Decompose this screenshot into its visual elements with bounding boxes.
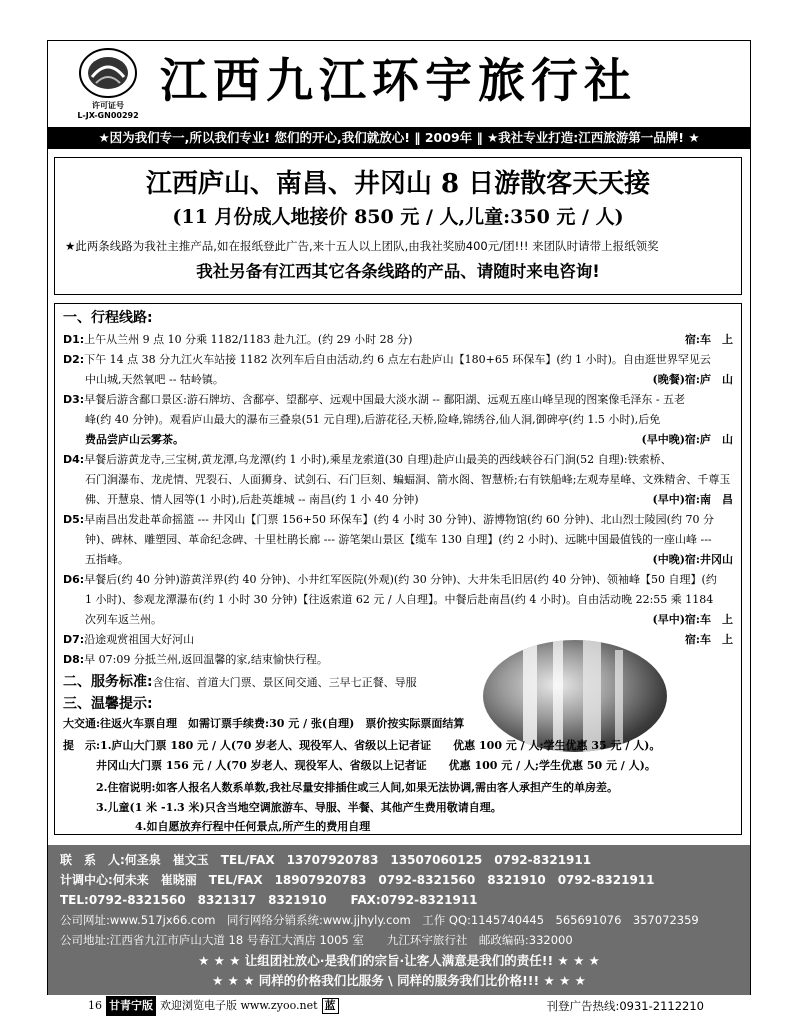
tip-line: 3.儿童(1 米 -1.3 米)只含当地空调旅游车、导服、半餐、其他产生费用敬请自理。 [63,801,502,814]
day-stay: 宿:车 上 [684,633,733,646]
license-label: 许可证号 [92,101,124,110]
tour-title: 江西庐山、南昌、井冈山 8 日游散客天天接 [145,169,651,199]
license-number: L-JX-GN00292 [77,111,139,120]
company-logo [78,47,138,99]
site-text: 欢迎浏览电子版 www.zyoo.net [160,999,318,1012]
day-text: 早 07:09 分抵兰州,返回温馨的家,结束愉快行程。 [84,653,328,666]
day-text: 佛、开慧泉、情人园等(1 小时),后赴英雄城 -- 南昌(约 1 小 40 分钟) [85,493,419,506]
day-stay: (早中)宿:车 上 [652,613,733,626]
contact-line: TEL:0792-8321560 8321317 8321910 FAX:0792-8321911 [60,893,478,907]
service-text: 含住宿、首道大门票、景区间交通、三早七正餐、导服 [152,676,417,689]
day-label: D3: [63,393,85,406]
day-text: 峰(约 40 分钟)。观看庐山最大的瀑布三叠泉(51 元自理),后游花径,天桥,险峰,锦绣谷,仙人洞,御碑亭(约 1.5 小时),后免 [85,413,661,426]
advertisement-page [47,40,751,995]
company-title: 江西九江环宇旅行社 [160,54,637,109]
license-info [62,101,154,121]
day-text: 石门涧瀑布、龙虎情、咒裂石、人面狮身、试剑石、石门巨刻、蝙蝠洞、箭水阁、智慧桥;右有铁船峰;左观寿星峰、文殊精舍、千尊玉 [85,473,731,486]
ad-hotline: 刊登广告热线:0931-2112210 [546,999,704,1013]
day-stay: (早中)宿:南 昌 [652,493,733,506]
service-heading [63,672,417,693]
service-heading-text: 二、服务标准: [63,674,153,690]
day-text: 次列车返兰州。 [85,613,162,626]
contact-line: 计调中心:何未来 崔晓丽 TEL/FAX 18907920783 0792-8321560 8321910 0792-8321911 [60,873,655,887]
day-text: 下午 14 点 38 分九江火车站接 1182 次列车后自由活动,约 6 点左右赴庐山【180+65 环保车】(约 1 小时)。自由逛世界罕见云 [84,353,711,366]
tip-line: 大交通:往返火车票自理 如需订票手续费:30 元 / 张(自理) 票价按实际票面结算 [63,717,465,730]
day-text: 五指峰。 [85,553,129,566]
edition-badge: 甘青宁版 [106,996,156,1016]
website-line: 公司网址:www.517jx66.com 同行网络分销系统:www.jjhyly.com 工作 QQ:1145740445 565691076 357072359 [60,913,699,927]
tip-line: 4.如自愿放弃行程中任何景点,所产生的费用自理 [102,820,371,833]
day-item [63,350,733,390]
tip-line: 2.住宿说明:如客人报名人数系单数,我社尽量安排插住或三人间,如果无法协调,需由客人承担产生的单房差。 [63,781,619,794]
day-item [63,450,733,510]
day-text: 费品尝庐山云雾茶。 [85,433,184,446]
day-text: 早餐后游黄龙寺,三宝树,黄龙潭,乌龙潭(约 1 小时),乘星龙索道(30 自理)赴庐山最美的西线峡谷石门涧(52 自理):铁索桥、 [84,453,672,466]
day-text: 沿途观赏祖国大好河山 [84,633,195,646]
contact-line: 联 系 人:何圣泉 崔文玉 TEL/FAX 13707920783 13507060125 0792-8321911 [60,853,592,867]
day-label: D8: [63,653,85,666]
day-item [63,390,733,450]
slogan-banner: ★因为我们专一,所以我们专业! 您们的开心,我们就放心! ‖ 2009年 ‖ ★我社专业打造:江西旅游第一品牌! ★ [48,127,750,149]
day-stay: (早中晚)宿:庐 山 [641,433,733,446]
page-number: 16 [88,999,102,1012]
address-line: 公司地址:江西省九江市庐山大道 18 号春江大酒店 1005 室 九江环宇旅行社 邮政编码:332000 [60,933,573,947]
day-text: 早餐后游含鄱口景区:游石牌坊、含鄱亭、望鄱亭、远观中国最大淡水湖 -- 鄱阳湖、远观五座山峰呈现的图案像毛泽东 - 五老 [84,393,686,406]
itinerary-box [54,303,742,835]
day-text: 钟)、碑林、雕塑园、革命纪念碑、十里杜鹃长廊 --- 游笔架山景区【缆车 130 自理】(约 2 小时)、远眺中国最值钱的一座山峰 --- [85,533,712,546]
day-label: D1: [63,333,85,346]
day-label: D7: [63,633,85,646]
day-text: 早南昌出发赴革命摇篮 --- 井冈山【门票 156+50 环保车】(约 4 小时 30 分钟)、游博物馆(约 60 分钟)、北山烈士陵园(约 70 分 [84,513,714,526]
day-text: 早餐后(约 40 分钟)游黄洋界(约 40 分钟)、小井红军医院(外观)(约 30 分钟)、大井朱毛旧居(约 40 分钟)、领袖峰【50 自理】(约 [84,573,717,586]
day-label: D5: [63,513,85,526]
day-item [63,630,733,650]
day-text: 上午从兰州 9 点 10 分乘 1182/1183 赴九江。(约 29 小时 28 分) [84,333,413,346]
day-text: 1 小时)、参观龙潭瀑布(约 1 小时 30 分钟)【往返索道 62 元 / 人自理】。中餐后赴南昌(约 4 小时)。自由活动晚 22:55 乘 1184 [85,593,714,606]
day-item [63,570,733,630]
promo-other-products: 我社另备有江西其它各条线路的产品、请随时来电咨询! [196,262,600,281]
tip-line: 井冈山大门票 156 元 / 人(70 岁老人、现役军人、省级以上记者证 优惠 100 元 / 人;学生优惠 50 元 / 人)。 [63,759,656,772]
day-stay: (中晚)宿:井冈山 [652,553,733,566]
itinerary-heading: 一、行程线路: [63,310,153,326]
day-label: D4: [63,453,85,466]
day-stay: 宿:车 上 [684,333,733,346]
color-mark: 蓝 [322,998,339,1014]
day-label: D6: [63,573,85,586]
day-item [63,330,733,350]
day-label: D2: [63,353,85,366]
day-stay: (晚餐)宿:庐 山 [652,373,733,386]
tip-line: 提 示:1.庐山大门票 180 元 / 人(70 岁老人、现役军人、省级以上记者证 优惠 100 元 / 人;学生优惠 35 元 / 人)。 [63,739,661,752]
slogan-line: ★ ★ ★ 让组团社放心·是我们的宗旨·让客人满意是我们的责任!! ★ ★ ★ [198,953,600,968]
promo-note: ★此两条线路为我社主推产品,如在报纸登此广告,来十五人以上团队,由我社奖励400元/团!!! 来团队时请带上报纸领奖 [65,239,659,253]
page-footer [88,996,728,1016]
tips-heading: 三、温馨提示: [63,696,153,712]
day-item [63,510,733,570]
slogan-line: ★ ★ ★ 同样的价格我们比服务 \ 同样的服务我们比价格!!! ★ ★ ★ [212,973,586,988]
tour-price: (11 月份成人地接价 850 元 / 人,儿童:350 元 / 人) [172,206,624,228]
day-text: 中山城,天然氧吧 -- 牯岭镇。 [85,373,224,386]
header [48,41,750,127]
promo-box [54,157,742,295]
page-info [88,996,339,1016]
contact-section [48,845,750,995]
